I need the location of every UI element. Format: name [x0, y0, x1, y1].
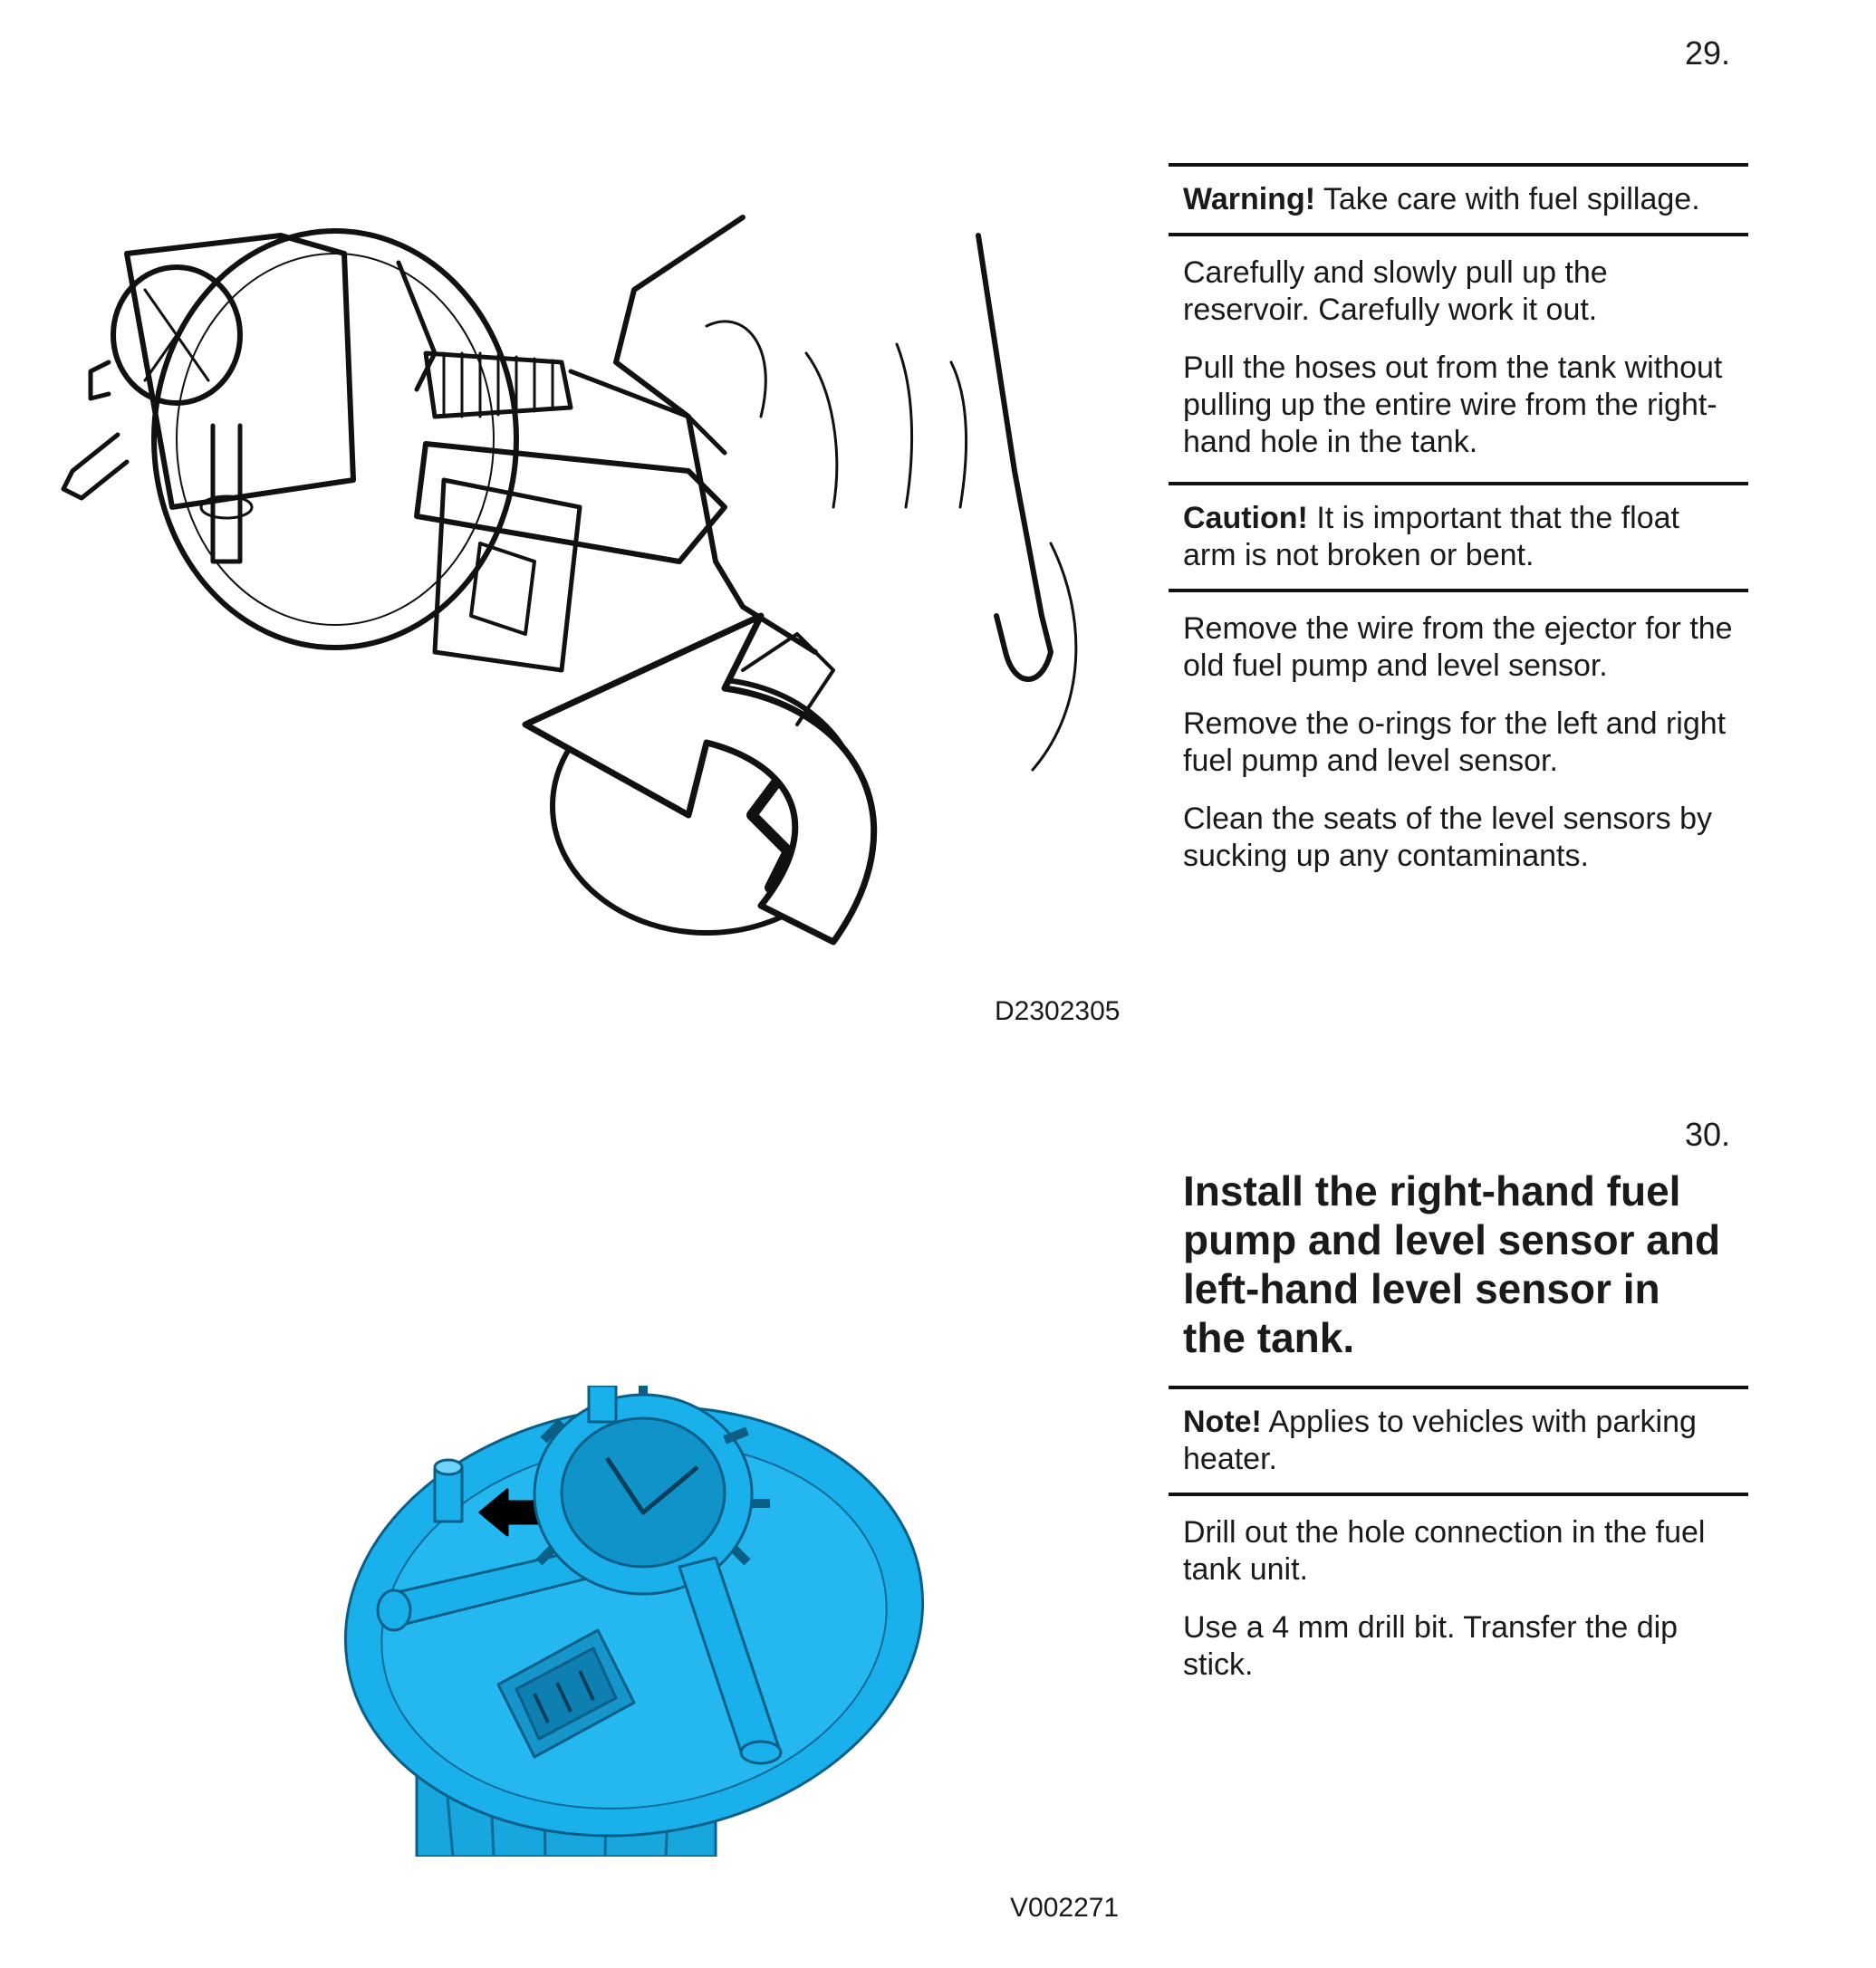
- step-29-paragraphs-a: [1169, 236, 1748, 461]
- warning-text: Take care with fuel spillage.: [1323, 182, 1700, 216]
- fuel-tank-unit-illustration: [335, 1386, 969, 1857]
- caution-text: It is important that the float arm is not broken or bent.: [1183, 501, 1679, 572]
- figure-id-v002271: V002271: [1010, 1893, 1120, 1923]
- step-29-paragraphs-b: [1169, 592, 1748, 875]
- step-30-instructions: [1169, 1166, 1748, 1704]
- note-label: Note!: [1183, 1405, 1262, 1439]
- reservoir-removal-illustration: [54, 181, 1105, 978]
- step-29-number: 29.: [1684, 34, 1730, 72]
- instruction-paragraph: Carefully and slowly pull up the reservoir. Carefully work it out.: [1183, 255, 1608, 327]
- warning-box: [1169, 167, 1748, 233]
- figure-id-d2302305: D2302305: [995, 996, 1121, 1026]
- instruction-paragraph: Clean the seats of the level sensors by sucking up any contaminants.: [1183, 802, 1712, 873]
- instruction-paragraph: Remove the o-rings for the left and right fuel pump and level sensor.: [1183, 706, 1727, 778]
- step-29-instructions: [1169, 163, 1748, 896]
- instruction-paragraph: Use a 4 mm drill bit. Transfer the dip stick.: [1183, 1610, 1679, 1682]
- step-30-heading: Install the right-hand fuel pump and level sensor and left-hand level sensor in the tank.: [1183, 1167, 1721, 1361]
- step-30-paragraphs: [1169, 1496, 1748, 1684]
- step-30-number: 30.: [1684, 1116, 1730, 1153]
- warning-label: Warning!: [1183, 182, 1316, 216]
- instruction-paragraph: Drill out the hole connection in the fuel tank unit.: [1183, 1515, 1706, 1587]
- note-text: Applies to vehicles with parking heater.: [1183, 1405, 1697, 1476]
- caution-box: [1169, 485, 1748, 589]
- instruction-paragraph: Remove the wire from the ejector for the old fuel pump and level sensor.: [1183, 611, 1733, 683]
- note-box: [1169, 1389, 1748, 1493]
- caution-label: Caution!: [1183, 501, 1308, 535]
- instruction-paragraph: Pull the hoses out from the tank without pulling up the entire wire from the right-hand hole in the tank.: [1183, 350, 1723, 459]
